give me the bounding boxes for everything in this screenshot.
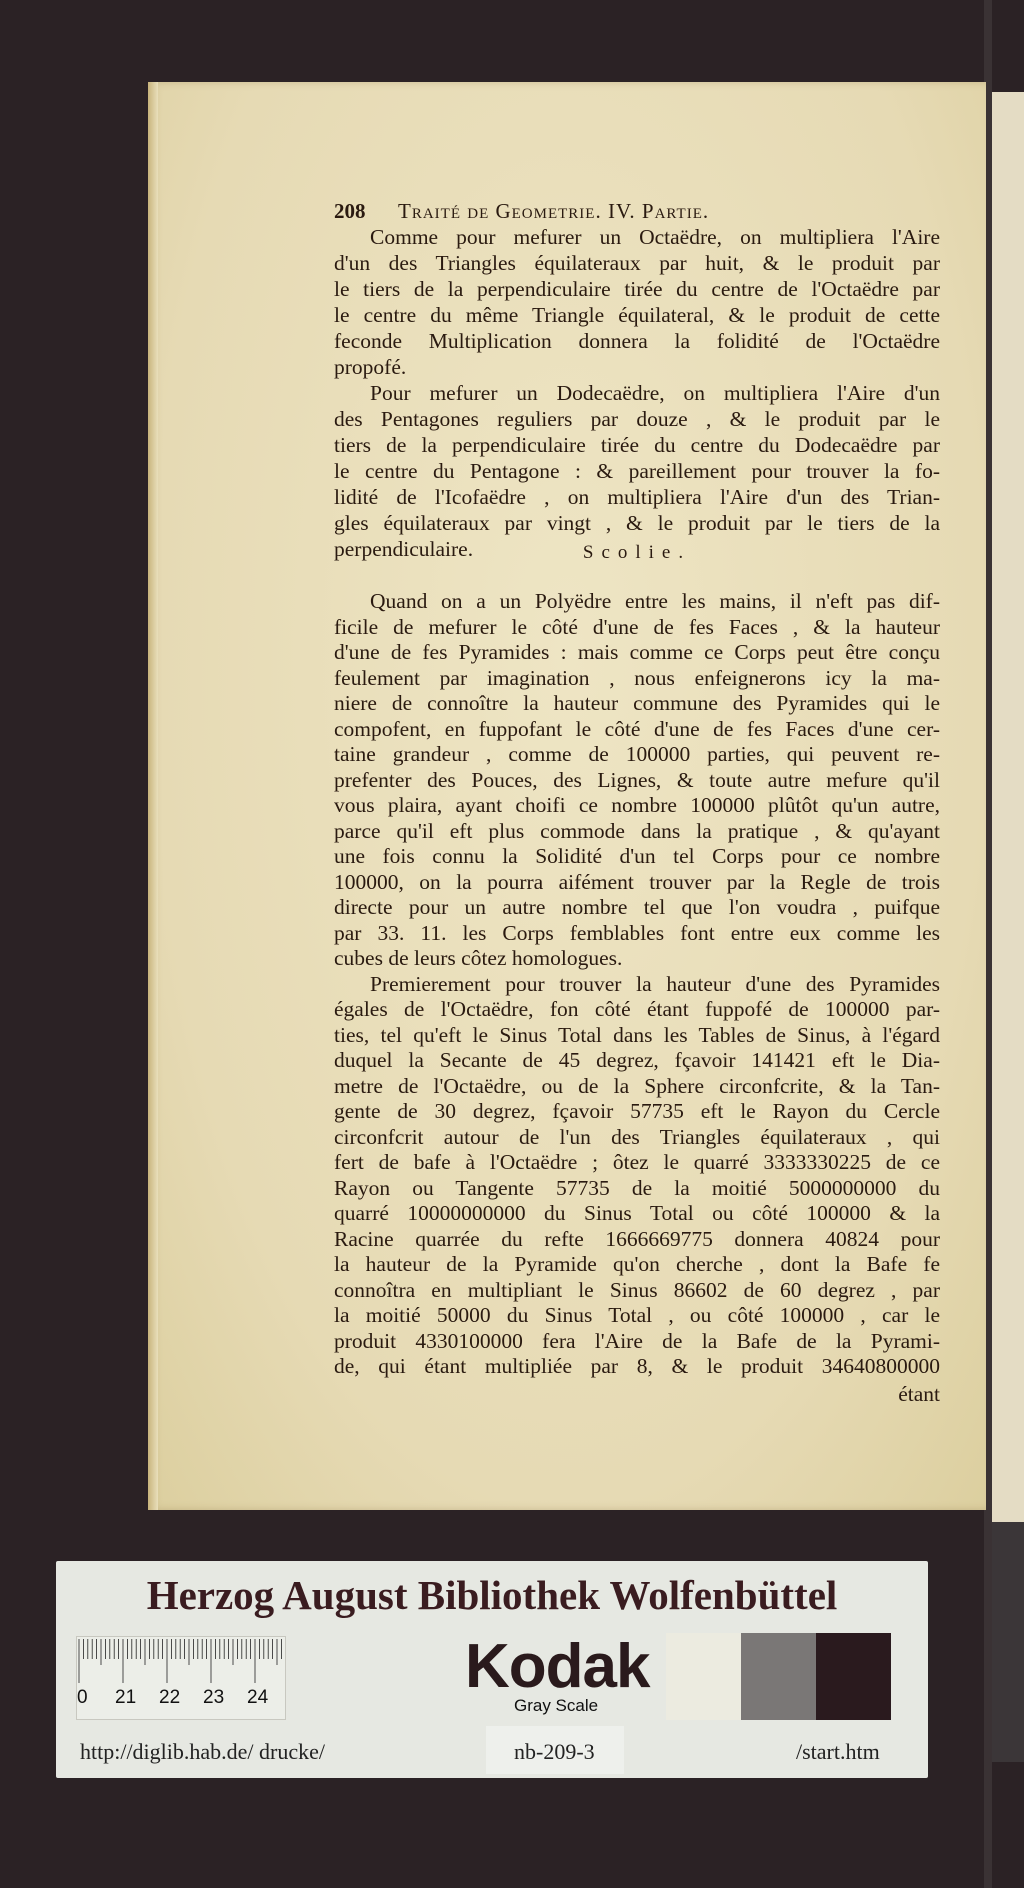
text-line: propofé. <box>334 355 407 379</box>
text-line: directe pour un autre nombre tel que l'on voudra , puifque <box>334 895 940 919</box>
text-line: prefenter des Pouces, des Lignes, & toute autre mefure qu'il <box>334 767 940 792</box>
ruler-label: 23 <box>203 1687 225 1708</box>
text-line: des Pentagones reguliers par douze , & le produit par le <box>334 407 940 431</box>
text-line: de, qui étant multipliée par 8, & le produit 34640800000 <box>334 1354 940 1378</box>
text-line: Premierement pour trouver la hauteur d'une des Pyramides <box>370 971 940 996</box>
text-line: metre de l'Octaëdre, ou de la Sphere circonfcrite, & la Tan- <box>334 1073 940 1098</box>
text-line: compofent, en fuppofant le côté d'une de fes Faces d'une cer- <box>334 716 940 741</box>
running-header <box>334 198 940 224</box>
text-line: vous plaira, ayant choifi ce nombre 100000 plûtôt qu'un autre, <box>334 793 940 817</box>
text-line: Racine quarrée du refte 1666669775 donnera 40824 pour <box>334 1226 940 1251</box>
gray-patch <box>666 1633 741 1720</box>
text-line: duquel la Secante de 45 degrez, fçavoir 141421 eft le Dia- <box>334 1048 940 1072</box>
text-line: 100000, on la pourra aifément trouver par la Regle de trois <box>334 869 940 894</box>
text-line: la moitié 50000 du Sinus Total , ou côté 100000 , car le <box>334 1303 940 1327</box>
gray-scale-label: Gray Scale <box>514 1696 599 1715</box>
text-line: Quand on a un Polyëdre entre les mains, il n'eft pas dif- <box>370 589 940 613</box>
section-heading: Scolie. <box>582 542 692 563</box>
page-number: 208 <box>334 199 366 223</box>
text-line: feulement par imagination , nous enfeignerons icy la ma- <box>334 665 940 690</box>
ruler-label: 22 <box>159 1687 181 1708</box>
url-right: /start.htm <box>796 1739 880 1764</box>
text-line: circonfcrit autour de l'un des Triangles équilateraux , qui <box>334 1124 940 1149</box>
text-line: connoîtra en multipliant le Sinus 86602 de 60 degrez , par <box>334 1277 940 1302</box>
page-edge <box>148 82 158 1510</box>
gray-patch <box>816 1633 891 1720</box>
library-target-card <box>56 1561 928 1778</box>
ruler-label: 0 <box>77 1687 88 1708</box>
text-line: ficile de mefurer le côté d'une de fes Faces , & la hauteur <box>334 614 940 639</box>
ruler-label: 24 <box>247 1687 269 1708</box>
running-title: Traité de Geometrie. IV. Partie. <box>398 199 710 223</box>
text-line: égales de l'Octaëdre, fon côté étant fuppofé de 100000 par- <box>334 997 940 1021</box>
text-line: taine grandeur , comme de 100000 parties, qui peuvent re- <box>334 742 940 766</box>
text-line: le centre du Pentagone : & pareillement pour trouver la fo- <box>334 459 940 483</box>
shelfmark: nb-209-3 <box>514 1739 595 1764</box>
text-line: cubes de leurs côtez homologues. <box>334 946 623 970</box>
text-line: d'une de fes Pyramides : mais comme ce Corps peut être conçu <box>334 640 940 664</box>
text-block-1 <box>334 224 940 562</box>
facing-page-edge <box>992 92 1024 1522</box>
text-line: quarré 10000000000 du Sinus Total ou côté 100000 & la <box>334 1201 940 1225</box>
text-line: le tiers de la perpendiculaire tirée du centre de l'Octaëdre par <box>334 277 940 301</box>
text-line: fert de bafe à l'Octaëdre ; ôtez le quarré 3333330225 de ce <box>334 1150 940 1174</box>
text-line: gente de 30 degrez, fçavoir 57735 eft le Rayon du Cercle <box>334 1099 940 1123</box>
facing-page-shadow <box>992 1522 1024 1762</box>
text-line: Rayon ou Tangente 57735 de la moitié 5000000000 du <box>334 1175 940 1200</box>
ruler-ticks <box>77 1637 285 1687</box>
text-line: lidité de l'Icofaëdre , on multipliera l'Aire d'un des Trian- <box>334 485 940 509</box>
text-line: feconde Multiplication donnera la folidité de l'Octaëdre <box>334 329 940 353</box>
text-line: le centre du même Triangle équilateral, & le produit de cette <box>334 303 940 327</box>
text-line: par 33. 11. les Corps femblables font entre eux comme les <box>334 920 940 945</box>
text-line: d'un des Triangles équilateraux par huit, & le produit par <box>334 251 940 275</box>
text-line: Pour mefurer un Dodecaëdre, on multipliera l'Aire d'un <box>370 381 940 405</box>
text-line: gles équilateraux par vingt , & le produit par le tiers de la <box>334 511 940 535</box>
library-name: Herzog August Bibliothek Wolfenbüttel <box>146 1572 838 1618</box>
url-left: http://diglib.hab.de/ drucke/ <box>80 1739 326 1764</box>
text-line: tiers de la perpendiculaire tirée du centre du Dodecaëdre par <box>334 433 940 457</box>
text-line: perpendiculaire. <box>334 537 474 561</box>
text-line: produit 4330100000 fera l'Aire de la Bafe de la Pyrami- <box>334 1328 940 1353</box>
ruler <box>76 1636 286 1720</box>
text-line: la hauteur de la Pyramide qu'on cherche , dont la Bafe fe <box>334 1252 940 1276</box>
gray-patch <box>741 1633 816 1720</box>
text-line: ties, tel qu'eft le Sinus Total dans les Tables de Sinus, à l'égard <box>334 1022 940 1047</box>
kodak-logo: Kodak <box>465 1632 650 1701</box>
text-line: Comme pour mefurer un Octaëdre, on multipliera l'Aire <box>370 225 940 249</box>
catchword: étant <box>898 1382 940 1406</box>
text-block-2 <box>334 589 940 1380</box>
text-line: niere de connoître la hauteur commune des Pyramides qui le <box>334 691 940 715</box>
text-line: parce qu'il eft plus commode dans la pratique , & qu'ayant <box>334 818 940 843</box>
text-line: une fois connu la Solidité d'un tel Corps pour ce nombre <box>334 844 940 868</box>
ruler-label: 21 <box>115 1687 137 1708</box>
